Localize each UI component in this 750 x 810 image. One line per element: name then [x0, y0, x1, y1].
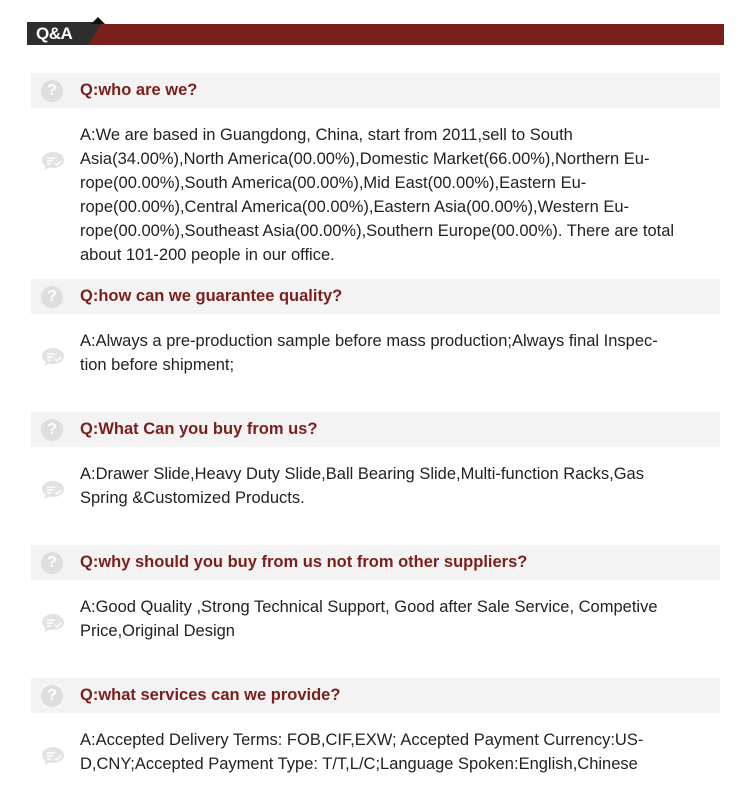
- answer-block: [31, 595, 720, 643]
- chat-bubble-check-icon: [41, 151, 65, 171]
- question-bar: [31, 678, 720, 713]
- question-bar: [31, 545, 720, 580]
- header-tab-tip: [91, 17, 105, 24]
- answer-text: A:We are based in Guangdong, China, start from 2011,sell to South Asia(34.00%),North America(00.00%),Domestic Market(66.00%),Northern Eu- rope(00.00%),South America(00.00%),Mid East(00.00%),Eastern Eu- rope(00.00%),Central America(00.00%),Eastern Asia(00.00%),Western Eu- rope(00.00%),Southeast Asia(00.00%),Southern Europe(00.00%). There are total about 101-200 people in our office.: [80, 126, 675, 264]
- question-text: Q:why should you buy from us not from other suppliers?: [80, 553, 528, 571]
- answer-text: A:Always a pre-production sample before mass production;Always final Inspec- tion before shipment;: [80, 332, 658, 374]
- answer-block: [31, 123, 720, 267]
- question-text: Q:how can we guarantee quality?: [80, 287, 343, 305]
- chat-bubble-check-icon: [41, 480, 65, 500]
- answer-block: [31, 462, 720, 510]
- question-circle-icon: ?: [41, 80, 63, 102]
- answer-text: A:Accepted Delivery Terms: FOB,CIF,EXW; Accepted Payment Currency:US- D,CNY;Accepted Payment Type: T/T,L/C;Language Spoken:English,Chinese: [80, 731, 644, 773]
- answer-text: A:Good Quality ,Strong Technical Support, Good after Sale Service, Competive Price,Original Design: [80, 598, 658, 640]
- answer-text: A:Drawer Slide,Heavy Duty Slide,Ball Bearing Slide,Multi-function Racks,Gas Spring &Customized Products.: [80, 465, 644, 507]
- question-text: Q:who are we?: [80, 81, 198, 99]
- qa-item: [31, 545, 720, 643]
- question-circle-icon: ?: [41, 552, 63, 574]
- header-title: Q&A: [36, 24, 73, 43]
- question-circle-icon: ?: [41, 286, 63, 308]
- question-circle-icon: ?: [41, 419, 63, 441]
- question-bar: [31, 279, 720, 314]
- question-bar: [31, 73, 720, 108]
- qa-header: [27, 17, 724, 45]
- header-bar: [27, 24, 724, 45]
- chat-bubble-check-icon: [41, 347, 65, 367]
- question-text: Q:what services can we provide?: [80, 686, 341, 704]
- question-text: Q:What Can you buy from us?: [80, 420, 318, 438]
- qa-item: [31, 412, 720, 510]
- question-bar: [31, 412, 720, 447]
- qa-item: [31, 678, 720, 776]
- answer-block: [31, 728, 720, 776]
- question-circle-icon: ?: [41, 685, 63, 707]
- qa-item: [31, 279, 720, 377]
- chat-bubble-check-icon: [41, 746, 65, 766]
- answer-block: [31, 329, 720, 377]
- qa-item: [31, 73, 720, 267]
- chat-bubble-check-icon: [41, 613, 65, 633]
